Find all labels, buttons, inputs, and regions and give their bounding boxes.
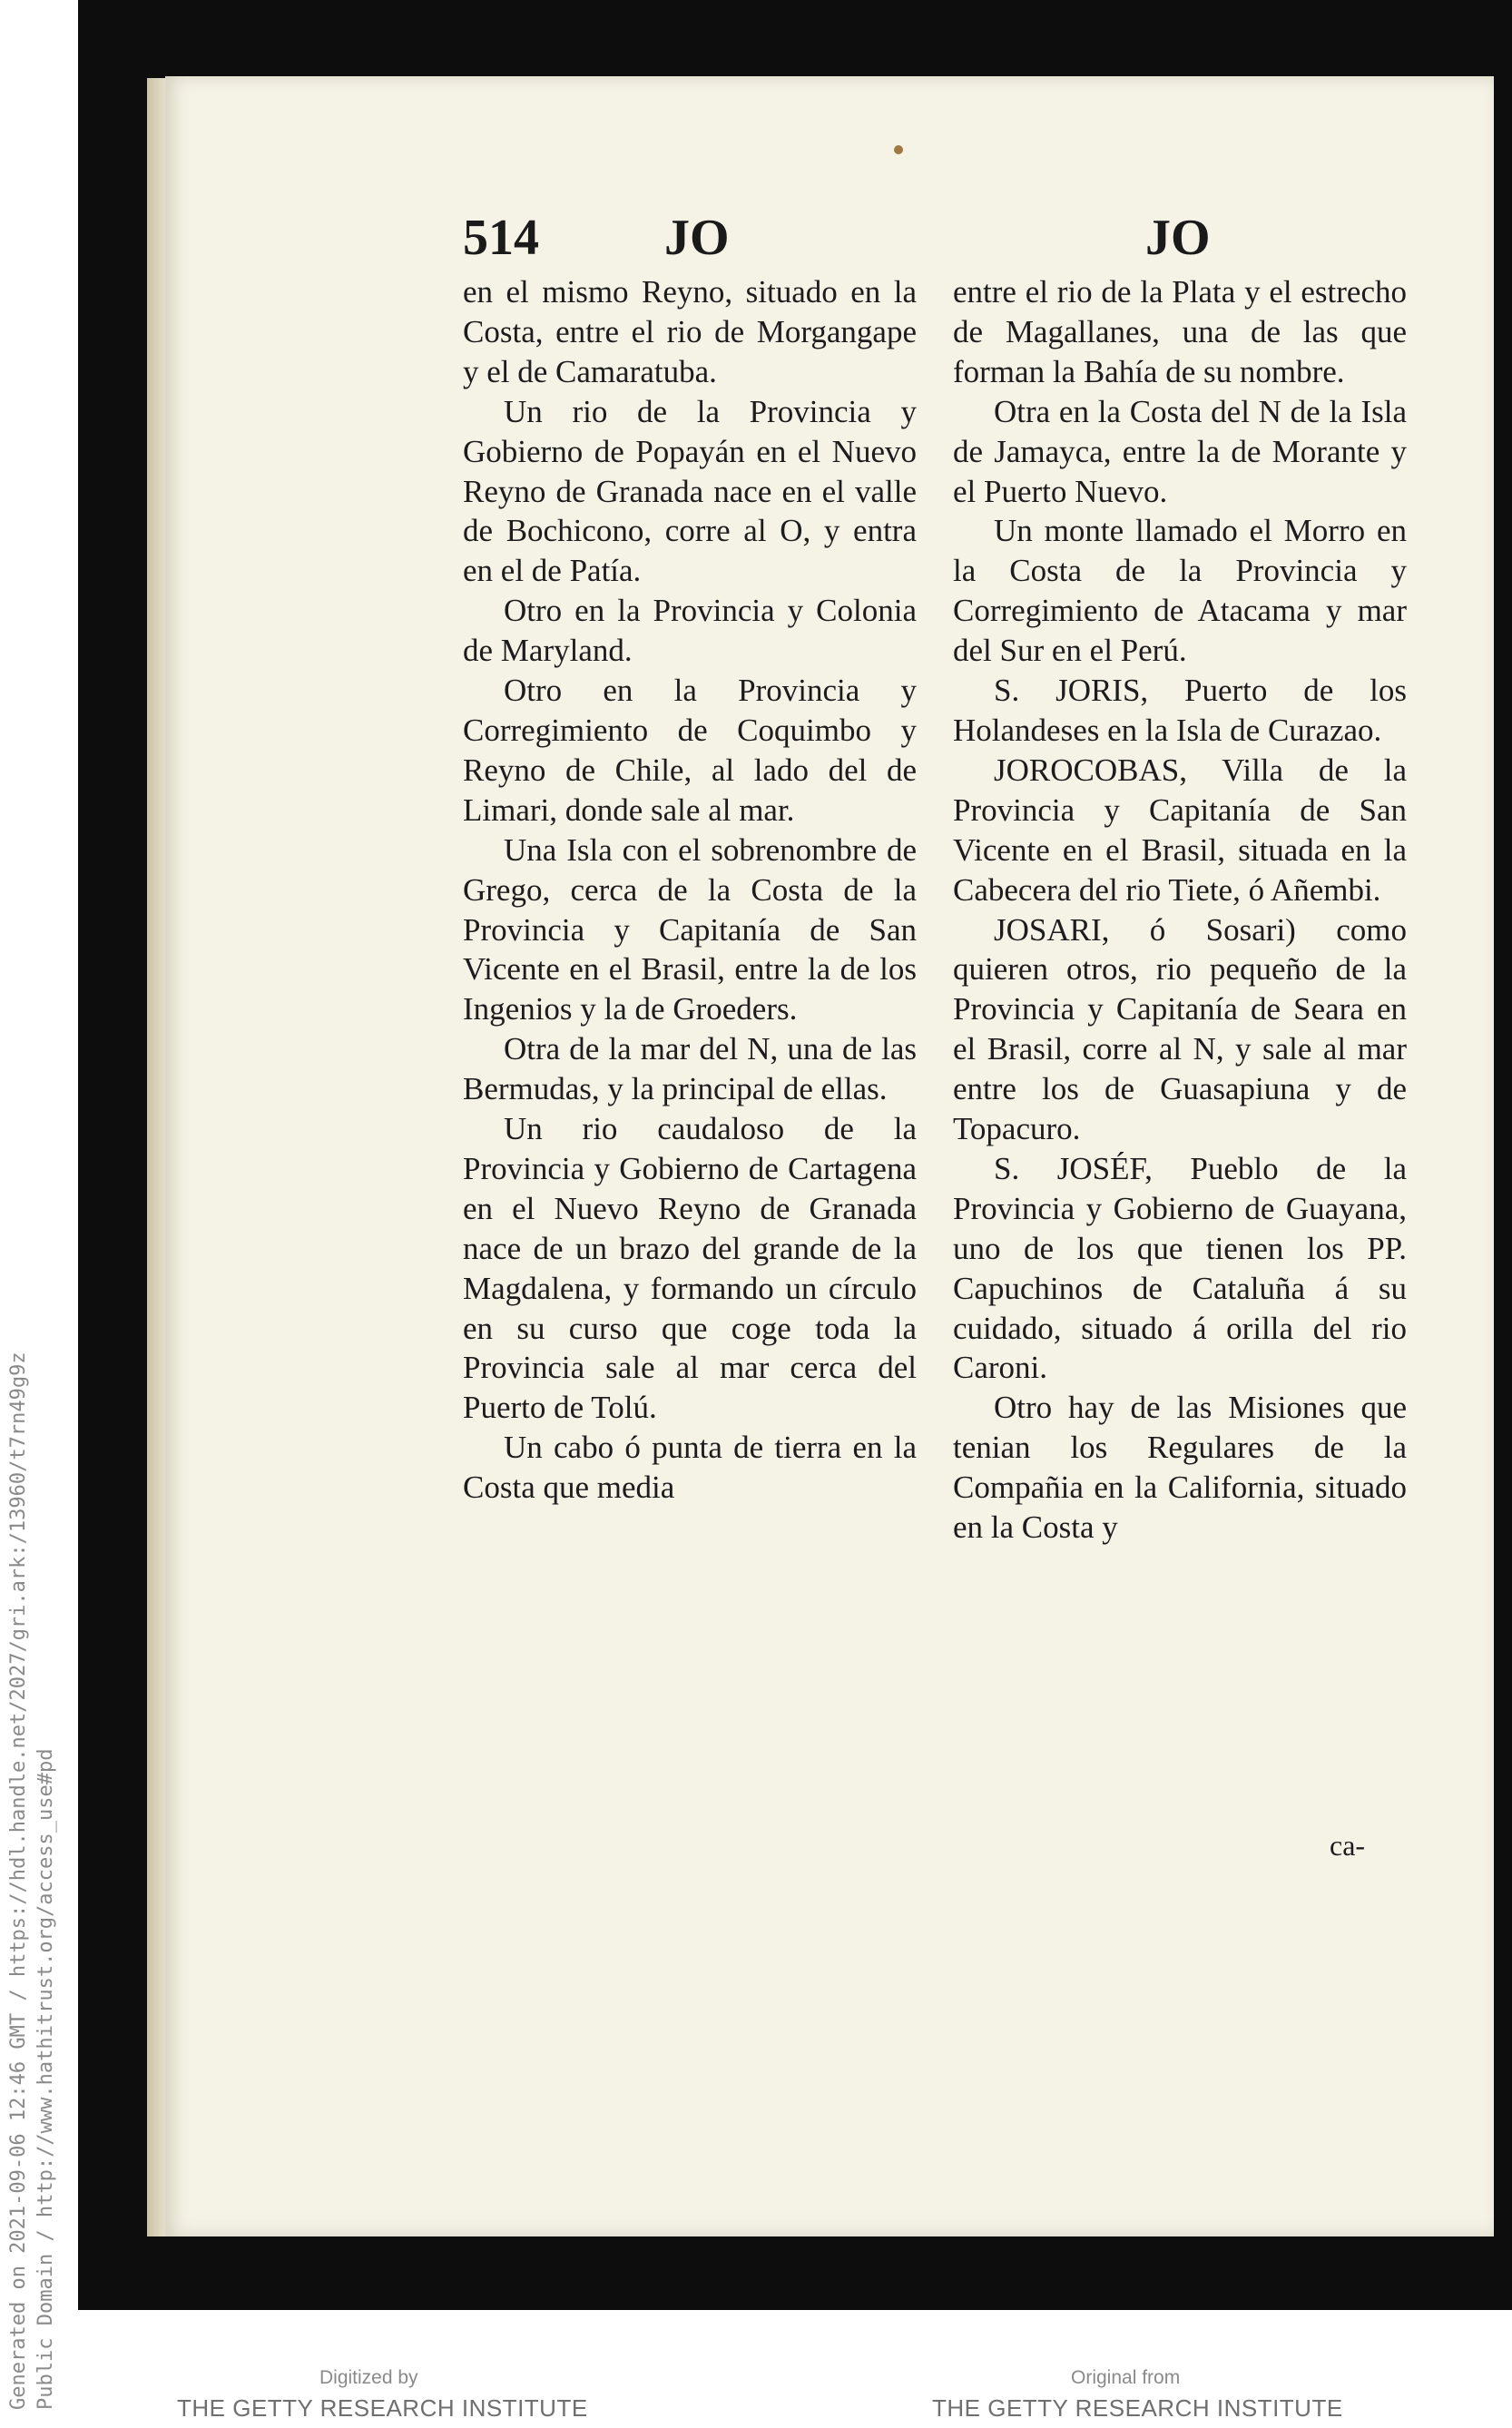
paragraph: JOROCOBAS, Villa de la Provincia y Capitanía de San Vicente en el Brasil, situada en la Cabecera del rio Tiete, ó Añembi. — [953, 752, 1407, 908]
left-column — [463, 272, 917, 1508]
right-column — [953, 272, 1407, 1548]
watermark-sidebar — [0, 1207, 73, 2414]
footer-original-label: Original from — [1071, 2367, 1181, 2388]
ink-spot — [894, 145, 903, 154]
paragraph: en el mismo Reyno, situado en la Costa, entre el rio de Morgangape y el de Camaratuba. — [463, 274, 917, 389]
footer-digitized-institution: THE GETTY RESEARCH INSTITUTE — [177, 2394, 588, 2422]
paragraph: Otro en la Provincia y Colonia de Maryland. — [463, 593, 917, 669]
header-left: JO — [664, 210, 730, 266]
paragraph: Un rio caudaloso de la Provincia y Gobierno de Cartagena en el Nuevo Reyno de Granada nace de un brazo del grande de la Magdalena, y formando un círculo en su curso que coge toda la Provincia sale al mar cerca del Puerto de Tolú. — [463, 1111, 917, 1426]
paragraph: Otra de la mar del N, una de las Bermudas, y la principal de ellas. — [463, 1031, 917, 1107]
footer-digitized-label: Digitized by — [319, 2367, 418, 2388]
paragraph: Un rio de la Provincia y Gobierno de Popayán en el Nuevo Reyno de Granada nace en el valle de Bochicono, corre al O, y entra en el de Patía. — [463, 393, 917, 589]
paragraph: JOSARI, ó Sosari) como quieren otros, rio pequeño de la Provincia y Capitanía de Seara en el Brasil, corre al N, y sale al mar entre los de Guasapiuna y de Topacuro. — [953, 911, 1407, 1147]
footer-original-institution: THE GETTY RESEARCH INSTITUTE — [932, 2394, 1343, 2422]
paragraph: Otro hay de las Misiones que tenian los Regulares de la Compañia en la California, situado en la Costa y — [953, 1390, 1407, 1546]
paragraph: Un monte llamado el Morro en la Costa de la Provincia y Corregimiento de Atacama y mar del Sur en el Perú. — [953, 513, 1407, 669]
catchword: ca- — [1330, 1829, 1366, 1862]
paragraph: Un cabo ó punta de tierra en la Costa que media — [463, 1430, 917, 1506]
paragraph: S. JOSÉF, Pueblo de la Provincia y Gobierno de Guayana, uno de los que tienen los PP. Capuchinos de Cataluña á su cuidado, situado á orilla del rio Caroni. — [953, 1150, 1407, 1386]
header-right: JO — [1145, 210, 1211, 266]
page-number: 514 — [463, 210, 539, 266]
paragraph: Una Isla con el sobrenombre de Grego, cerca de la Costa de la Provincia y Capitanía de San Vicente en el Brasil, entre la de los Ingenios y la de Groeders. — [463, 831, 917, 1027]
paragraph: entre el rio de la Plata y el estrecho de Magallanes, una de las que forman la Bahía de su nombre. — [953, 274, 1407, 389]
watermark-line-2: Public Domain / http://www.hathitrust.org/access_use#pd — [34, 1748, 57, 2410]
paragraph: Otro en la Provincia y Corregimiento de Coquimbo y Reyno de Chile, al lado del de Limari, donde sale al mar. — [463, 673, 917, 828]
paragraph: S. JORIS, Puerto de los Holandeses en la Isla de Curazao. — [953, 673, 1407, 748]
watermark-line-1: Generated on 2021-09-06 12:46 GMT / https://hdl.handle.net/2027/gri.ark:/13960/t7rn49g9z — [7, 1352, 30, 2410]
paragraph: Otra en la Costa del N de la Isla de Jamayca, entre la de Morante y el Puerto Nuevo. — [953, 393, 1407, 509]
